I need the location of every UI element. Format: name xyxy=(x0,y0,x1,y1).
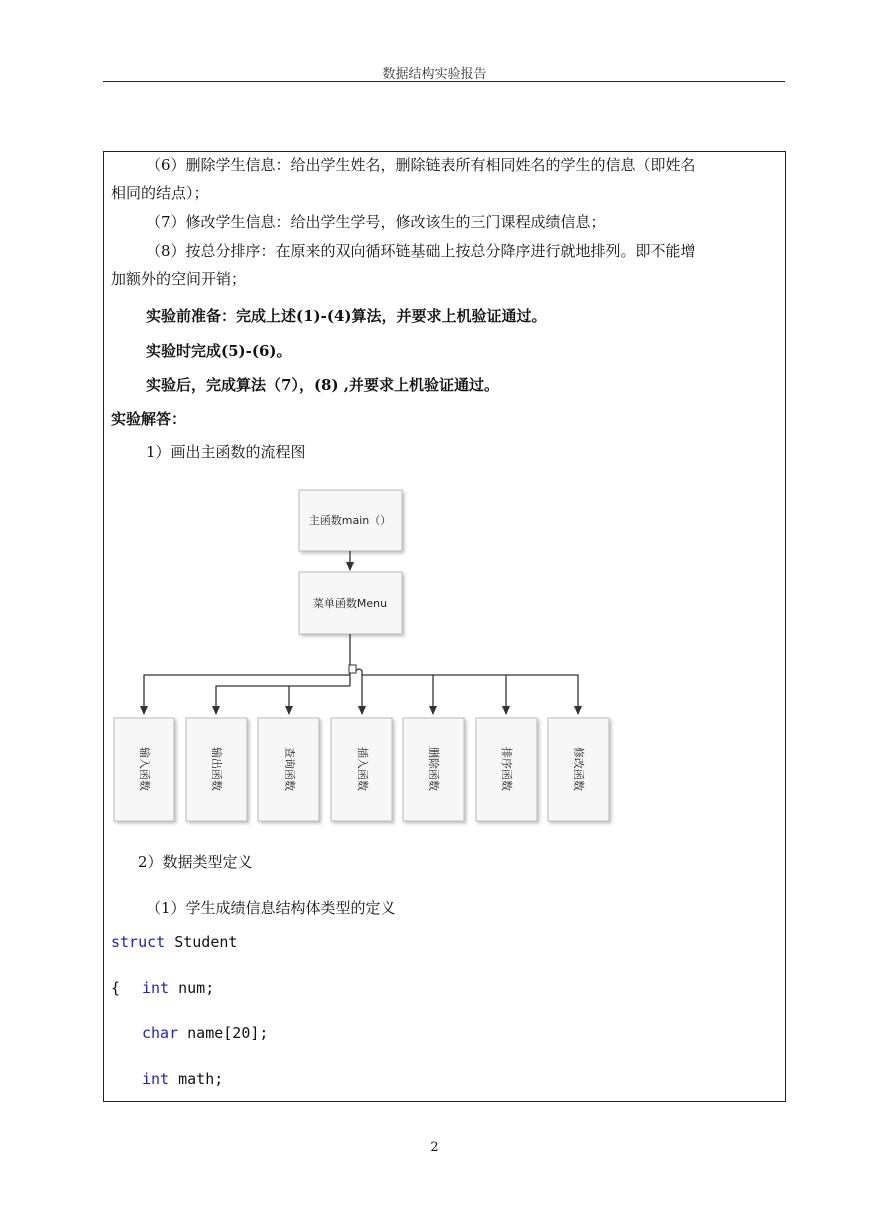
child-node-sort xyxy=(476,718,537,821)
paragraph-8-line1: （8）按总分排序：在原来的双向循环链基础上按总分降序进行就地排列。即不能增 xyxy=(146,242,696,260)
child-node-delete xyxy=(403,718,464,821)
code-line-3 xyxy=(142,1023,268,1043)
child-node-modify xyxy=(548,718,609,821)
connectors xyxy=(144,634,578,714)
paragraph-8-line2: 加额外的空间开销； xyxy=(111,270,247,288)
code-field-name: name[20]; xyxy=(178,1024,269,1042)
code-line-2-body xyxy=(142,978,214,998)
menu-node-label: 菜单函数Menu xyxy=(312,597,388,610)
child-node-sort-label: 排序函数 xyxy=(500,747,513,791)
child-node-output xyxy=(186,718,247,821)
keyword-int-2: int xyxy=(142,1070,170,1088)
code-line-2 xyxy=(111,978,120,998)
paragraph-6-line1: （6）删除学生信息：给出学生姓名，删除链表所有相同姓名的学生的信息（即姓名 xyxy=(146,156,696,174)
main-node-label: 主函数main（） xyxy=(308,514,392,527)
paragraph-6-line2: 相同的结点）； xyxy=(111,184,209,202)
answer-heading: 实验解答： xyxy=(111,410,187,428)
item-2-caption: 2）数据类型定义 xyxy=(138,853,253,871)
code-line-1 xyxy=(111,932,237,952)
paragraph-7: （7）修改学生信息：给出学生学号，修改该生的三门课程成绩信息； xyxy=(146,213,606,231)
during-instruction: 实验时完成(5)-(6)。 xyxy=(146,342,292,360)
keyword-int: int xyxy=(142,979,170,997)
page-number: 2 xyxy=(430,1140,439,1155)
keyword-char: char xyxy=(142,1024,179,1042)
code-field-num: num; xyxy=(169,979,215,997)
page-header-title: 数据结构实验报告 xyxy=(382,67,487,82)
code-open-brace: { xyxy=(111,979,121,997)
child-node-delete-label: 删除函数 xyxy=(427,747,440,791)
child-node-insert xyxy=(331,718,392,821)
child-node-modify-label: 修改函数 xyxy=(572,747,585,791)
item-1-flowchart-caption: 1）画出主函数的流程图 xyxy=(146,443,306,461)
child-node-output-label: 输出函数 xyxy=(210,747,223,791)
child-node-query-label: 查询函数 xyxy=(283,747,296,791)
prep-instruction: 实验前准备：完成上述(1)-(4)算法，并要求上机验证通过。 xyxy=(146,307,547,325)
child-node-input-label: 输入函数 xyxy=(138,747,151,791)
keyword-struct: struct xyxy=(111,933,166,951)
child-node-input xyxy=(114,718,174,821)
child-node-query xyxy=(258,718,319,821)
after-instruction: 实验后，完成算法（7），(8) ,并要求上机验证通过。 xyxy=(146,376,500,394)
menu-node xyxy=(299,572,402,634)
child-node-insert-label: 插入函数 xyxy=(356,747,369,791)
item-2-1-caption: （1）学生成绩信息结构体类型的定义 xyxy=(146,899,396,917)
code-struct-name: Student xyxy=(165,933,238,951)
main-node xyxy=(299,490,402,551)
code-line-4 xyxy=(142,1069,223,1089)
code-field-math: math; xyxy=(169,1070,224,1088)
